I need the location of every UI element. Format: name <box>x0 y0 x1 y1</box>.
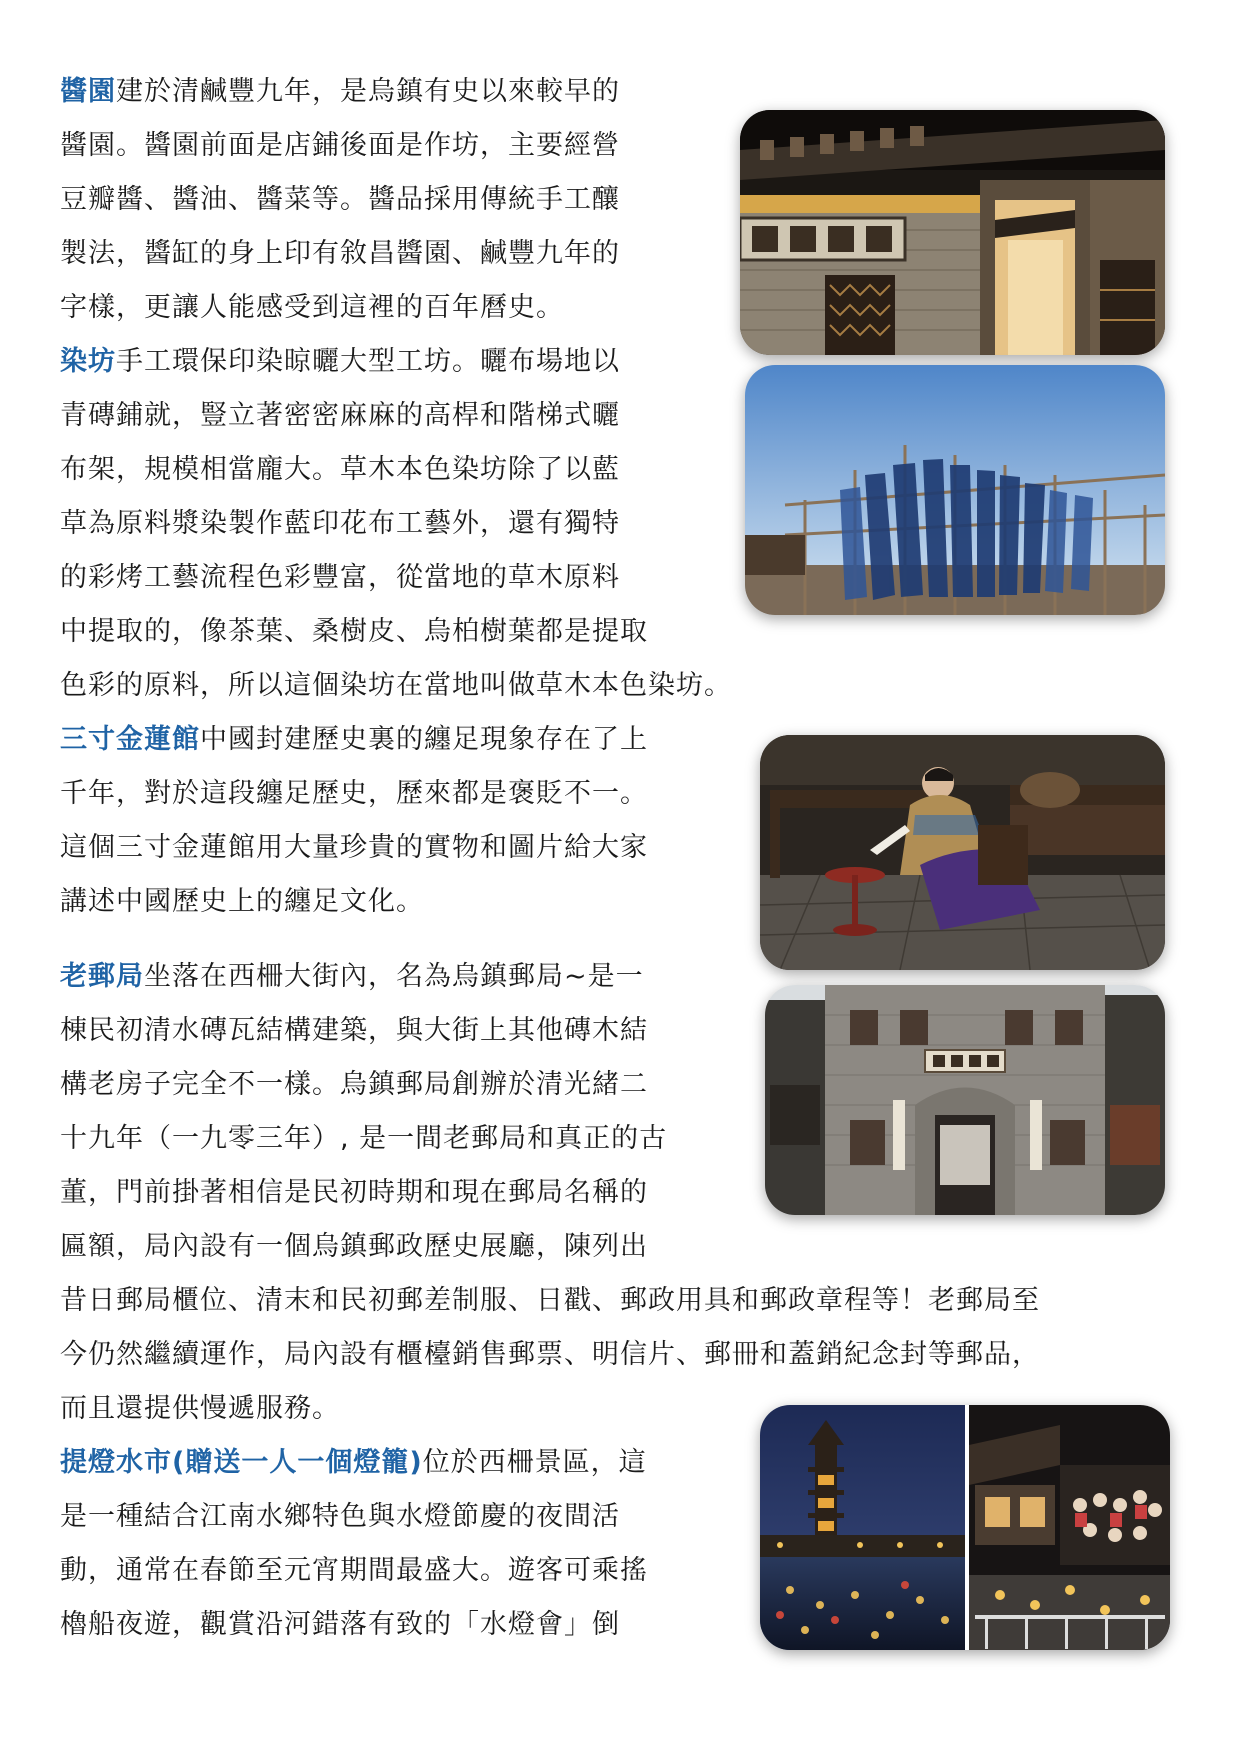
ranfang-line-5: 的彩烤工藝流程色彩豐富，從當地的草木原料 <box>60 562 620 593</box>
ranfang-line-1 <box>60 335 620 389</box>
jiangyuan-line-1 <box>60 65 620 119</box>
jiangyuan-line-3: 豆瓣醬、醬油、醬菜等。醬品採用傳統手工釀 <box>60 184 620 215</box>
ranfang-line-2: 青磚鋪就，豎立著密密麻麻的高桿和階梯式曬 <box>60 400 620 431</box>
youju-line-4: 十九年（一九零三年）, 是一間老郵局和真正的古 <box>60 1123 668 1154</box>
ranfang-photo <box>745 365 1165 615</box>
tideng-line-3: 動，通常在春節至元宵期間最盛大。遊客可乘搖 <box>60 1555 648 1586</box>
ranfang-line-4: 草為原料漿染製作藍印花布工藝外，還有獨特 <box>60 508 620 539</box>
tideng-line-2: 是一種結合江南水鄉特色與水燈節慶的夜間活 <box>60 1501 620 1532</box>
jiangyuan-photo <box>740 110 1165 355</box>
tideng-heading: 提燈水市(贈送一人一個燈籠) <box>60 1447 423 1478</box>
youju-line-7: 昔日郵局櫃位、清末和民初郵差制服、日戳、郵政用具和郵政章程等！老郵局至 <box>60 1285 1040 1316</box>
youju-line-3: 構老房子完全不一樣。烏鎮郵局創辦於清光緒二 <box>60 1069 648 1100</box>
jiangyuan-text: 建於清鹹豐九年，是烏鎮有史以來較早的 <box>116 76 620 107</box>
youju-photo <box>765 985 1165 1215</box>
jiangyuan-line-2: 醬園。醬園前面是店鋪後面是作坊，主要經營 <box>60 130 620 161</box>
youju-line-8: 今仍然繼續運作，局內設有櫃檯銷售郵票、明信片、郵冊和蓋銷紀念封等郵品， <box>60 1339 1040 1370</box>
sancun-photo <box>760 735 1165 970</box>
jiangyuan-heading: 醬園 <box>60 76 116 107</box>
sancun-heading: 三寸金蓮館 <box>60 724 200 755</box>
ranfang-heading: 染坊 <box>60 346 116 377</box>
youju-heading: 老郵局 <box>60 961 144 992</box>
tideng-photo <box>760 1405 1170 1650</box>
youju-line-9: 而且還提供慢遞服務。 <box>60 1393 340 1424</box>
youju-line-6: 匾額，局內設有一個烏鎮郵政歷史展廳，陳列出 <box>60 1231 648 1262</box>
ranfang-line-3: 布架，規模相當龐大。草木本色染坊除了以藍 <box>60 454 620 485</box>
youju-line-1 <box>60 950 644 1004</box>
tideng-line-1 <box>60 1436 647 1490</box>
sancun-line-4: 講述中國歷史上的纏足文化。 <box>60 886 424 917</box>
sancun-line-1 <box>60 713 648 767</box>
youju-text: 坐落在西柵大街內，名為烏鎮郵局~是一 <box>144 961 644 992</box>
ranfang-line-7: 色彩的原料，所以這個染坊在當地叫做草木本色染坊。 <box>60 670 732 701</box>
tideng-text: 位於西柵景區，這 <box>422 1447 647 1478</box>
sancun-text: 中國封建歷史裏的纏足現象存在了上 <box>200 724 648 755</box>
youju-line-2: 棟民初清水磚瓦結構建築，與大街上其他磚木結 <box>60 1015 648 1046</box>
sancun-line-2: 千年，對於這段纏足歷史，歷來都是褒貶不一。 <box>60 778 648 809</box>
tideng-line-4: 櫓船夜遊，觀賞沿河錯落有致的「水燈會」倒 <box>60 1609 620 1640</box>
youju-line-5: 董，門前掛著相信是民初時期和現在郵局名稱的 <box>60 1177 648 1208</box>
jiangyuan-line-4: 製法，醬缸的身上印有敘昌醬園、鹹豐九年的 <box>60 238 620 269</box>
jiangyuan-line-5: 字樣，更讓人能感受到這裡的百年曆史。 <box>60 292 564 323</box>
ranfang-text: 手工環保印染晾曬大型工坊。曬布場地以 <box>116 346 620 377</box>
sancun-line-3: 這個三寸金蓮館用大量珍貴的實物和圖片給大家 <box>60 832 648 863</box>
ranfang-line-6: 中提取的，像茶葉、桑樹皮、烏柏樹葉都是提取 <box>60 616 648 647</box>
